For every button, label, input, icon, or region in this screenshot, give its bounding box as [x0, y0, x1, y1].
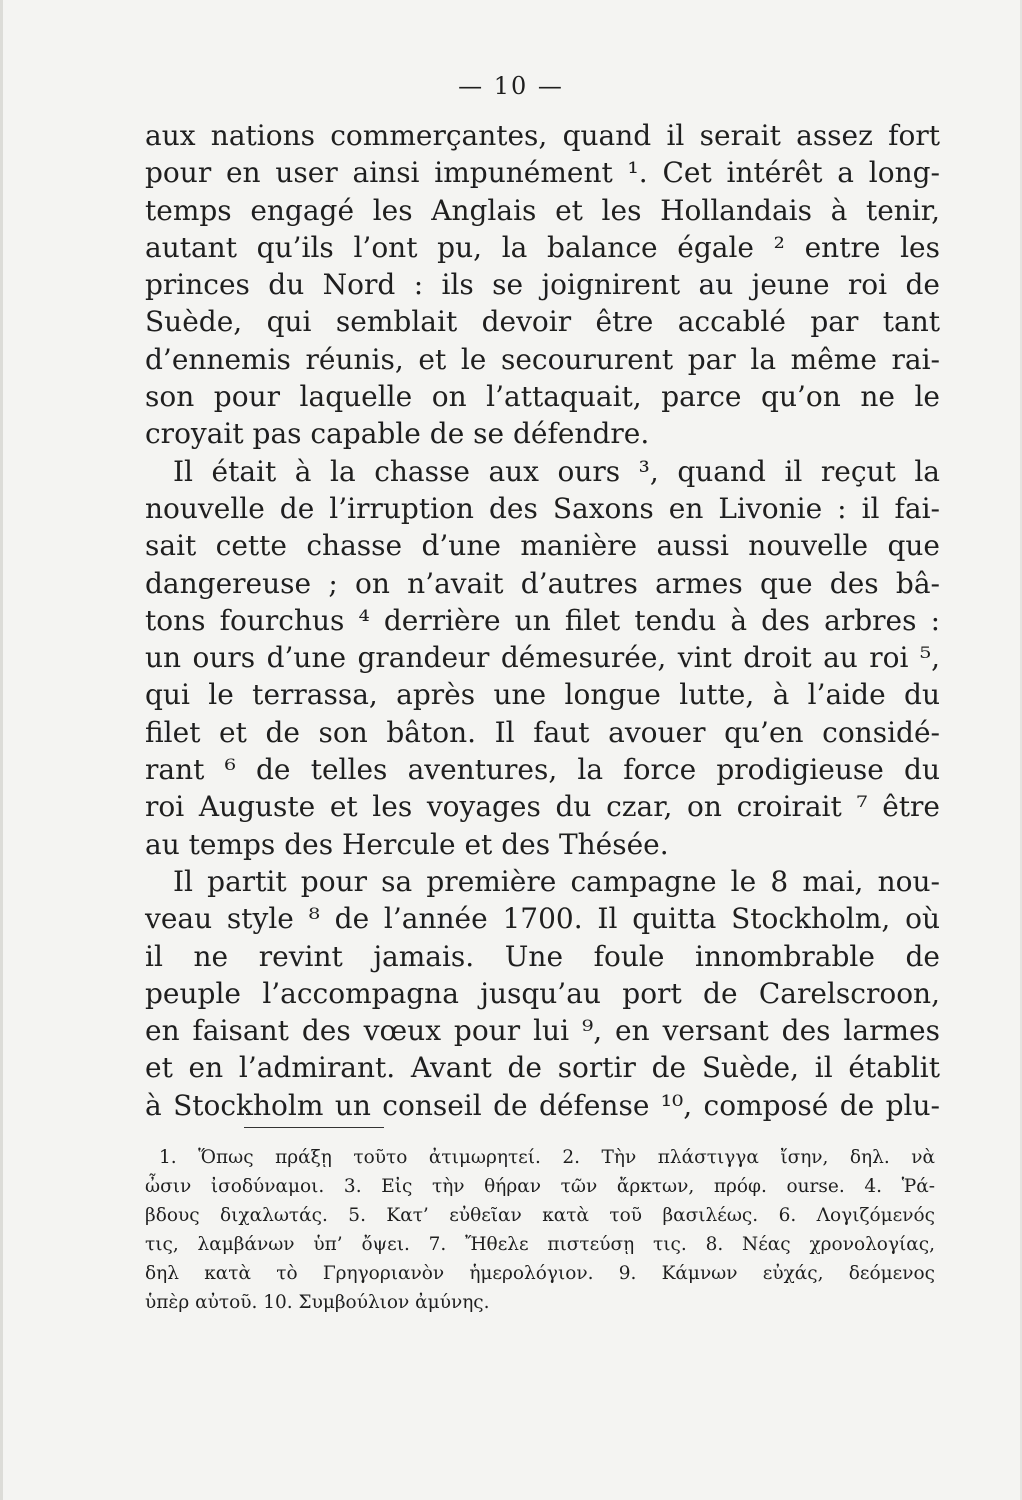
text-line: un ours d’une grandeur démesurée, vint droit au roi ⁵, [145, 641, 940, 675]
text-line: sait cette chasse d’une manière aussi nouvelle que [145, 529, 940, 563]
footnote-line: δηλ κατὰ τὸ Γρηγοριανὸν ἡμερολόγιον. 9. Κάμνων εὐχάς, δεόμενος [145, 1263, 935, 1284]
text-line: et en l’admirant. Avant de sortir de Suède, il établit [145, 1051, 940, 1085]
text-line: aux nations commerçantes, quand il serait assez fort [145, 119, 940, 152]
text-line: rant ⁶ de telles aventures, la force prodigieuse du [145, 753, 940, 787]
text-line: à Stockholm un conseil de défense ¹⁰, composé de plu- [145, 1088, 940, 1122]
text-line: peuple l’accompagna jusqu’au port de Carelscroon, [145, 976, 940, 1010]
text-line: Il partit pour sa première campagne le 8 mai, nou- [173, 864, 940, 898]
text-line: Il était à la chasse aux ours ³, quand il reçut la [173, 454, 940, 488]
text-line: croyait pas capable de se défendre. [145, 417, 650, 451]
text-line: pour en user ainsi impunément ¹. Cet intérêt a long- [145, 156, 940, 190]
text-line: roi Auguste et les voyages du czar, on croirait ⁷ être [145, 790, 940, 824]
footnote-line: ὑπὲρ αὐτοῦ. 10. Συμβούλιον ἀμύνης. [145, 1292, 490, 1313]
footnote-separator [244, 1127, 384, 1128]
footnote-line: βδους διχαλωτάς. 5. Κατ’ εὐθεῖαν κατὰ τοῦ βασιλέως. 6. Λογιζόμενός [145, 1205, 935, 1226]
footnote-line: 1. Ὅπως πράξῃ τοῦτο ἀτιμωρητεί. 2. Τὴν πλάστιγγα ἴσην, δηλ. νὰ [159, 1147, 935, 1168]
footnote-line: τις, λαμβάνων ὑπ’ ὄψει. 7. Ἤθελε πιστεύσῃ τις. 8. Νέας χρονολογίας, [145, 1234, 935, 1255]
page-number: — 10 — [458, 72, 564, 100]
text-line: il ne revint jamais. Une foule innombrable de [145, 939, 940, 973]
text-line: nouvelle de l’irruption des Saxons en Livonie : il fai- [145, 491, 940, 525]
text-line: filet et de son bâton. Il faut avouer qu’en considé- [145, 715, 940, 749]
footnotes [145, 1143, 935, 1317]
text-line: qui le terrassa, après une longue lutte, à l’aide du [145, 678, 940, 712]
text-line: dangereuse ; on n’avait d’autres armes que des bâ- [145, 566, 940, 600]
text-line: princes du Nord : ils se joignirent au jeune roi de [145, 268, 940, 302]
text-line: en faisant des vœux pour lui ⁹, en versant des larmes [145, 1014, 940, 1048]
text-line: temps engagé les Anglais et les Hollandais à tenir, [145, 193, 940, 227]
main-text [145, 117, 940, 1124]
footnote-line: ὦσιν ἰσοδύναμοι. 3. Εἰς τὴν θήραν τῶν ἄρκτων, πρόφ. ourse. 4. Ῥά- [145, 1176, 935, 1197]
text-line: veau style ⁸ de l’année 1700. Il quitta Stockholm, où [145, 902, 940, 936]
text-line: tons fourchus ⁴ derrière un filet tendu à des arbres : [145, 603, 940, 637]
text-line: au temps des Hercule et des Thésée. [145, 827, 669, 861]
text-line: Suède, qui semblait devoir être accablé par tant [145, 305, 940, 339]
text-line: son pour laquelle on l’attaquait, parce qu’on ne le [145, 380, 940, 414]
text-line: d’ennemis réunis, et le secoururent par la même rai- [145, 342, 940, 376]
text-line: autant qu’ils l’ont pu, la balance égale ² entre les [145, 230, 940, 264]
